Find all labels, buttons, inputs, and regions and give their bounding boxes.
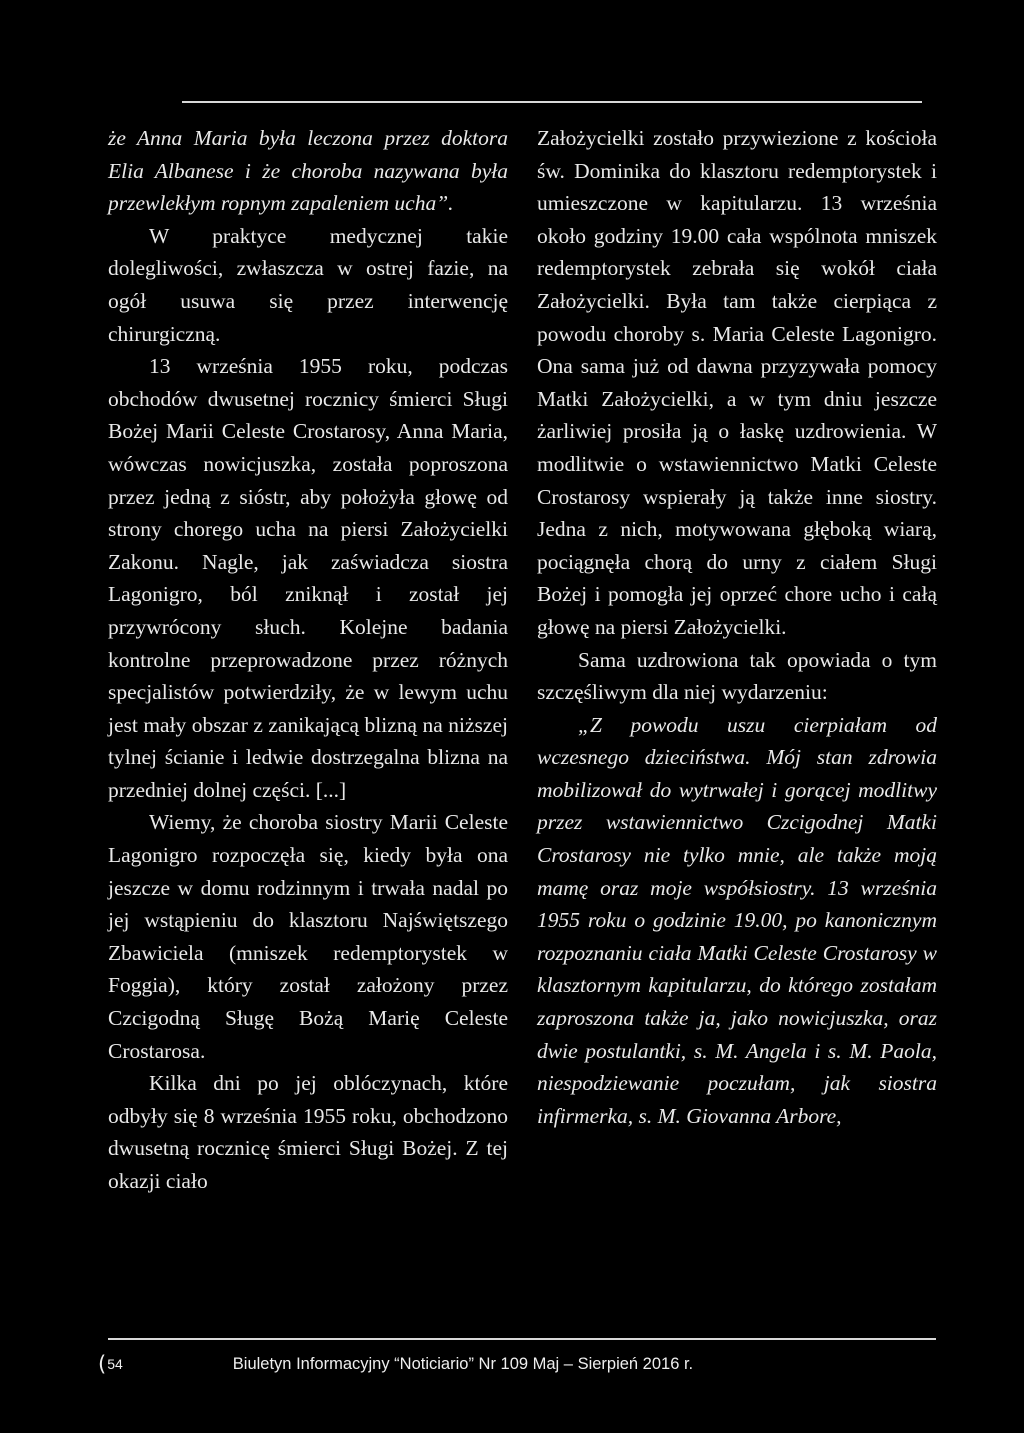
footer-rule <box>108 1338 936 1340</box>
page-number: 54 <box>107 1356 123 1372</box>
paragraph-surgery: W praktyce medycznej takie dolegliwości, zwłaszcza w ostrej fazie, na ogół usuwa się przez interwencję chirurgiczną. <box>108 223 508 346</box>
quote-ending: że Anna Maria była leczona przez doktora Elia Albanese i że choroba nazywana była przewlekłym ropnym zapaleniem ucha”. <box>108 126 508 216</box>
page-footer <box>98 1351 693 1377</box>
bracket-ornament-icon: ( <box>98 1351 107 1376</box>
publication-title: Biuletyn Informacyjny “Noticiario” Nr 109 Maj – Sierpień 2016 r. <box>232 1354 694 1373</box>
paragraph-testimony-intro: Sama uzdrowiona tak opowiada o tym szczęśliwym dla niej wydarzeniu: <box>537 647 937 705</box>
paragraph-illness-history: Wiemy, że choroba siostry Marii Celeste Lagonigro rozpoczęła się, kiedy była ona jeszcze w domu rodzinnym i trwała nadal po jej wstąpieniu do klasztoru Najświętszego Zbawiciela (mniszek redemptorystek w Foggia), który został założony przez Czcigodną Sługę Bożą Marię Celeste Crostarosa. <box>108 810 508 1063</box>
testimony-quote: „Z powodu uszu cierpiałam od wczesnego dzieciństwa. Mój stan zdrowia mobilizował do wytrwałej i gorącej modlitwy przez wstawiennictwo Czcigodnej Matki Crostarosy nie tylko mnie, ale także moją mamę oraz moje współsiostry. 13 września 1955 roku o godzinie 19.00, po kanonicznym rozpoznaniu ciała Matki Celeste Crostarosy w klasztornym kapitularzu, do którego zostałam zaproszona także ja, jako nowicjuszka, oraz dwie postulantki, s. M. Angela i s. M. Paola, niespodziewanie poczułam, jak siostra infirmerka, s. M. Giovanna Arbore, <box>537 712 937 1128</box>
paragraph-founder-body: Założycielki zostało przywiezione z kościoła św. Dominika do klasztoru redemptorystek i umieszczone w kapitularzu. 13 września około godziny 19.00 cała wspólnota mniszek redemptorystek zebrała się wokół ciała Założycielki. Była tam także cierpiąca z powodu choroby s. Maria Celeste Lagonigro. Ona sama już od dawna przyzywała pomocy Matki Założycielki, a w tym dniu jeszcze żarliwiej prosiła ją o łaskę uzdrowienia. W modlitwie o wstawiennictwo Matki Celeste Crostarosy wspierały ją także inne siostry. Jedna z nich, motywowana głęboką wiarą, pociągnęła chorą do urny z ciałem Sługi Bożej i pomogła jej oprzeć chore ucho i całą głowę na piersi Założycielki. <box>537 126 937 639</box>
paragraph-anniversary: Kilka dni po jej oblóczynach, które odbyły się 8 września 1955 roku, obchodzono dwusetną rocznicę śmierci Sługi Bożej. Z tej okazji ciało <box>108 1071 508 1193</box>
left-column <box>108 122 508 1198</box>
top-rule <box>182 101 922 103</box>
right-column <box>537 122 937 1132</box>
paragraph-healing: 13 września 1955 roku, podczas obchodów dwusetnej rocznicy śmierci Sługi Bożej Marii Celeste Crostarosy, Anna Maria, wówczas nowicjuszka, została poproszona przez jedną z sióstr, aby położyła głowę od strony chorego ucha na piersi Założycielki Zakonu. Nagle, jak zaświadcza siostra Lagonigro, ból zniknął i został jej przywrócony słuch. Kolejne badania kontrolne przeprowadzone przez różnych specjalistów potwierdziły, że w lewym uchu jest mały obszar z zanikającą blizną na niższej tylnej ścianie i ledwie dostrzegalna blizna na przedniej dolnej części. [...] <box>108 354 508 802</box>
